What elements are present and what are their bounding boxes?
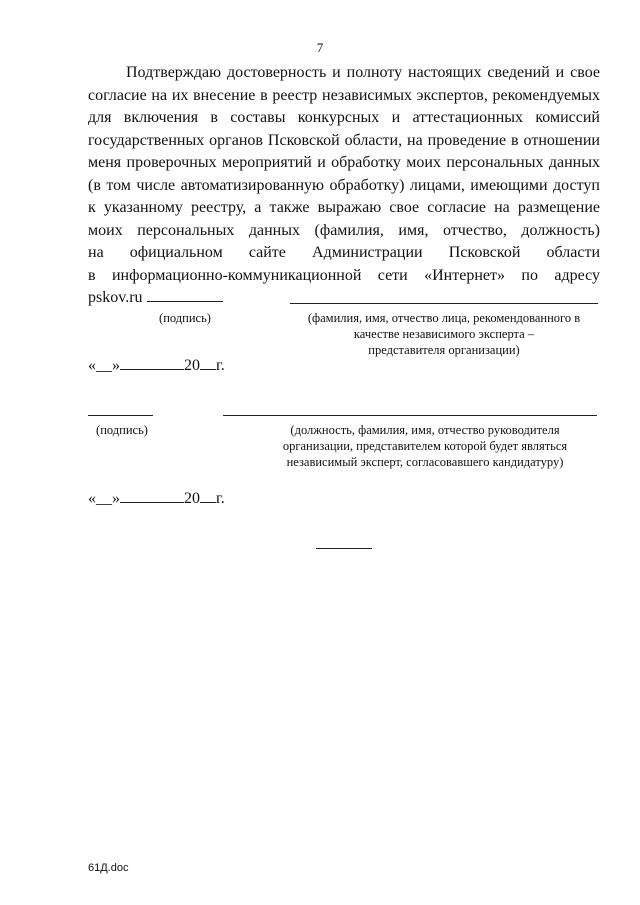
paragraph-line: согласие на их внесение в реестр независимых экспертов, рекомендуемых xyxy=(88,86,600,104)
head-name-caption: (должность, фамилия, имя, отчество руководителя организации, представителем которой будет являться независимый эксперт, согласовавшего кандидатуру) xyxy=(282,423,568,469)
paragraph-line: меня проверочных мероприятий и обработку моих персональных данных xyxy=(88,154,600,171)
paragraph-line: моих персональных данных (фамилия, имя, отчество, должность) xyxy=(88,221,600,239)
paragraph-line: к указанному реестру, а также выражаю свое согласие на размещение xyxy=(88,199,600,216)
url-signature-line xyxy=(147,287,223,302)
paragraph-line-url: pskov.ru xyxy=(88,287,600,310)
paragraph-line: в информационно-коммуникационной сети «Интернет» по адресу xyxy=(88,266,600,284)
paragraph-line: для включения в составы конкурсных и аттестационных комиссий xyxy=(88,109,600,126)
consent-paragraph xyxy=(88,62,600,310)
signature-caption-2: (подпись) xyxy=(96,423,148,437)
expert-name-caption: (фамилия, имя, отчество лица, рекомендованного в качестве независимого эксперта – представителя организации) xyxy=(307,311,581,357)
file-name-footer: 61Д.doc xyxy=(88,862,129,874)
signature-caption-1: (подпись) xyxy=(159,311,211,325)
end-divider xyxy=(316,548,372,549)
paragraph-line: на официальном сайте Администрации Псковской области xyxy=(88,244,600,261)
page-number: 7 xyxy=(316,40,324,55)
expert-name-line xyxy=(290,303,598,304)
paragraph-line: Подтверждаю достоверность и полноту настоящих сведений и свое xyxy=(126,64,600,81)
head-name-line xyxy=(223,415,597,416)
date-field-1: «__» 20 г. xyxy=(88,357,225,374)
signature-line-2 xyxy=(88,415,153,416)
date-field-2: «__» 20 г. xyxy=(88,490,225,507)
paragraph-line: государственных органов Псковской области, на проведение в отношении xyxy=(88,131,600,149)
paragraph-line: (в том числе автоматизированную обработку) лицами, имеющими доступ xyxy=(88,176,600,194)
